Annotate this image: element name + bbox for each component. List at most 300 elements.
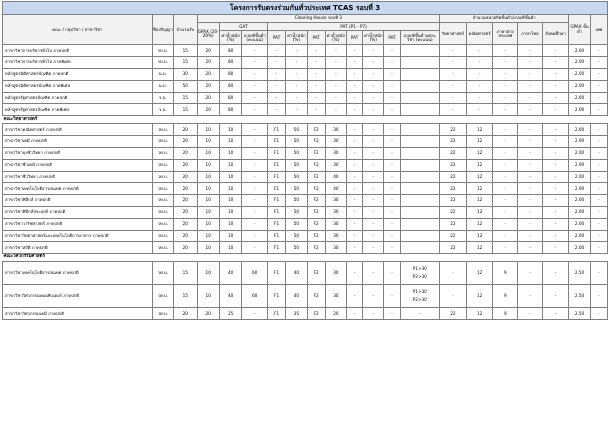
cell-gat-w: 10: [219, 242, 241, 254]
cell-pmin2: [400, 195, 440, 207]
cell-pmin: -: [347, 124, 363, 136]
cell-p1w: 35: [286, 308, 307, 320]
program-name-cell: สาขาวิชาการบริหารทั่วไป ภาคพิเศษ: [3, 57, 153, 69]
cell-pmin: -: [384, 285, 400, 308]
cell-gmin: 2.00: [569, 45, 590, 57]
pat4-header: PAT: [384, 31, 400, 45]
cell-note: -: [590, 171, 607, 183]
cell-seats: 15: [174, 45, 198, 57]
cell-for: -: [518, 80, 543, 92]
seats-header: จำนวนรับ: [174, 15, 198, 45]
cell-pmin: -: [384, 45, 400, 57]
cell-for: -: [518, 104, 543, 116]
cell-gpax: 10: [197, 285, 219, 308]
cell-soc: -: [542, 218, 569, 230]
cell-p2w: 30: [325, 147, 346, 159]
cell-sci: 22: [440, 206, 467, 218]
cell-soc: -: [542, 285, 569, 308]
cell-pmin: -: [347, 45, 363, 57]
cell-degree: วศ.บ.: [152, 285, 173, 308]
cell-soc: -: [542, 68, 569, 80]
cell-degree: วศ.บ.: [152, 262, 173, 285]
cell-pmin: -: [384, 147, 400, 159]
cell-math: -: [466, 80, 493, 92]
cell-note: -: [590, 195, 607, 207]
cell-gmin: 2.00: [569, 171, 590, 183]
cell-math: 12: [466, 242, 493, 254]
cell-degree: วท.บ.: [152, 136, 173, 148]
cell-p1: F1: [268, 242, 286, 254]
cell-pmin: -: [347, 57, 363, 69]
cell-degree: วท.บ.: [152, 159, 173, 171]
gat-min-header: เกณฑ์ขั้นต่ำ (คะแนน): [242, 31, 268, 45]
cell-soc: -: [542, 57, 569, 69]
cell-gpax: 10: [197, 183, 219, 195]
cell-p1: F1: [268, 124, 286, 136]
cell-p1: -: [268, 68, 286, 80]
cell-soc: -: [542, 206, 569, 218]
table-row[interactable]: [3, 124, 608, 136]
cell-note: -: [590, 136, 607, 148]
cell-pmin: -: [363, 104, 384, 116]
table-row[interactable]: [3, 285, 608, 308]
pat2-weight-header: ค่าน้ำหนัก (%): [325, 31, 346, 45]
cell-soc: -: [542, 308, 569, 320]
cell-sci: -: [440, 45, 467, 57]
cell-math: 12: [466, 206, 493, 218]
pat1-header: PAT: [268, 31, 286, 45]
cell-note: -: [590, 242, 607, 254]
cell-soc: -: [542, 230, 569, 242]
cell-math: 12: [466, 147, 493, 159]
cell-gpax: 10: [197, 218, 219, 230]
cell-thai: -: [493, 124, 518, 136]
cell-gat-min: -: [242, 124, 268, 136]
cell-soc: -: [542, 124, 569, 136]
cell-pmin: -: [363, 242, 384, 254]
sci-header: วิทยาศาสตร์: [440, 23, 467, 45]
cell-math: -: [466, 104, 493, 116]
program-name-cell: หลักสูตรรัฐศาสตรบัณฑิต ภาคปกติ: [3, 92, 153, 104]
cell-p2: F2: [307, 230, 325, 242]
cell-pmin: -: [347, 195, 363, 207]
cell-math: 12: [466, 308, 493, 320]
cell-pmin: -: [347, 183, 363, 195]
cell-p2w: 30: [325, 195, 346, 207]
cell-for: -: [518, 183, 543, 195]
cell-gpax: 10: [197, 124, 219, 136]
cell-pmin2: [400, 104, 440, 116]
cell-for: -: [518, 262, 543, 285]
cell-seats: 15: [174, 57, 198, 69]
cell-pmin2: [400, 242, 440, 254]
cell-gat-min: -: [242, 104, 268, 116]
cell-thai: -: [493, 242, 518, 254]
cell-p2: -: [307, 80, 325, 92]
cell-p2w: 30: [325, 230, 346, 242]
cell-pmin: -: [384, 218, 400, 230]
cell-note: -: [590, 218, 607, 230]
table-row[interactable]: [3, 45, 608, 57]
cell-for: -: [518, 68, 543, 80]
cell-note: -: [590, 92, 607, 104]
cell-gpax: 10: [197, 230, 219, 242]
cell-pmin: -: [363, 147, 384, 159]
cell-degree: วศ.บ.: [152, 308, 173, 320]
cell-sci: 22: [440, 242, 467, 254]
cell-math: -: [466, 57, 493, 69]
cell-seats: 20: [174, 159, 198, 171]
cell-gpax: 20: [197, 80, 219, 92]
table-row[interactable]: [3, 195, 608, 207]
cell-gmin: 2.00: [569, 159, 590, 171]
cell-note: -: [590, 308, 607, 320]
cell-sci: -: [440, 68, 467, 80]
cell-pmin: -: [347, 206, 363, 218]
cell-pmin2: [400, 147, 440, 159]
cell-gat-w: 80: [219, 92, 241, 104]
cell-gpax: 20: [197, 57, 219, 69]
table-row[interactable]: [3, 147, 608, 159]
cell-pmin2: [400, 262, 440, 285]
program-name-cell: สาขาวิชาวิศวกรรมเคมี ภาคปกติ: [3, 308, 153, 320]
cell-sci: -: [440, 80, 467, 92]
cell-math: 12: [466, 230, 493, 242]
cell-seats: 15: [174, 92, 198, 104]
cell-p2: F2: [307, 206, 325, 218]
cell-p1w: 50: [286, 230, 307, 242]
cell-pmin: -: [363, 80, 384, 92]
cell-thai: -: [493, 171, 518, 183]
cell-pmin: -: [384, 68, 400, 80]
cell-p1w: 50: [286, 124, 307, 136]
cell-p1: F1: [268, 308, 286, 320]
table-row[interactable]: [3, 136, 608, 148]
note-header: เพศ: [590, 15, 607, 45]
cell-seats: 15: [174, 104, 198, 116]
cell-sci: 22: [440, 136, 467, 148]
cell-seats: 20: [174, 230, 198, 242]
cell-math: 12: [466, 218, 493, 230]
table-body: [3, 45, 608, 320]
table-row[interactable]: [3, 308, 608, 320]
cell-math: 12: [466, 136, 493, 148]
cell-pmin: -: [347, 104, 363, 116]
cell-p1w: 50: [286, 218, 307, 230]
cell-gat-w: 10: [219, 136, 241, 148]
cell-p2w: -: [325, 92, 346, 104]
cell-degree: วท.บ.: [152, 124, 173, 136]
cell-seats: 20: [174, 242, 198, 254]
cell-p1w: 50: [286, 147, 307, 159]
cell-degree: วท.บ.: [152, 183, 173, 195]
cell-pmin: -: [384, 230, 400, 242]
cell-pmin: -: [347, 92, 363, 104]
cell-pmin: -: [347, 171, 363, 183]
cell-p2: F2: [307, 308, 325, 320]
cell-p1w: 50: [286, 206, 307, 218]
cell-soc: -: [542, 45, 569, 57]
cell-p1w: -: [286, 92, 307, 104]
cell-p1: F1: [268, 195, 286, 207]
cell-pmin: -: [363, 171, 384, 183]
cell-pmin: -: [363, 308, 384, 320]
math-header: คณิตศาสตร์: [466, 23, 493, 45]
table-row[interactable]: [3, 171, 608, 183]
table-row[interactable]: [3, 218, 608, 230]
cell-p1w: 50: [286, 195, 307, 207]
table-row[interactable]: [3, 80, 608, 92]
cell-pmin: -: [347, 242, 363, 254]
program-header: คณะ / กลุ่มวิชา / สาขาวิชา: [3, 15, 153, 45]
cell-gat-min: 60: [242, 285, 268, 308]
admission-table: [2, 1, 608, 320]
cell-gpax: 10: [197, 171, 219, 183]
cell-gmin: 2.00: [569, 92, 590, 104]
cell-p2w: -: [325, 104, 346, 116]
table-row[interactable]: [3, 68, 608, 80]
cell-p1w: 40: [286, 262, 307, 285]
cell-p1w: -: [286, 45, 307, 57]
cell-pmin2: [400, 68, 440, 80]
cell-degree: รป.บ.: [152, 57, 173, 69]
cell-p1w: 40: [286, 285, 307, 308]
pat-min-line: P2>30: [412, 274, 427, 280]
cell-p1: -: [268, 45, 286, 57]
cell-sci: 22: [440, 230, 467, 242]
cell-degree: วท.บ.: [152, 218, 173, 230]
table-row[interactable]: [3, 159, 608, 171]
cell-for: -: [518, 195, 543, 207]
cell-pmin: -: [384, 104, 400, 116]
cell-gat-min: -: [242, 136, 268, 148]
cell-seats: 20: [174, 206, 198, 218]
cell-pmin: -: [363, 218, 384, 230]
cell-gat-w: 80: [219, 104, 241, 116]
program-name-cell: สาขาวิชาวิทยาศาสตร์และเทคโนโลยีการอาหาร ภาคปกติ: [3, 230, 153, 242]
gat-header: GAT: [219, 23, 267, 31]
cell-gat-w: 10: [219, 218, 241, 230]
cell-pmin2: [400, 92, 440, 104]
thai-header: ภาษาไทย: [518, 23, 543, 45]
cell-p2: F2: [307, 183, 325, 195]
cell-gmin: 2.50: [569, 285, 590, 308]
cell-gpax: 10: [197, 159, 219, 171]
table-row[interactable]: [3, 242, 608, 254]
cell-sci: -: [440, 92, 467, 104]
cell-p1w: -: [286, 57, 307, 69]
cell-seats: 20: [174, 124, 198, 136]
cell-p2w: 40: [325, 183, 346, 195]
cell-gat-min: 60: [242, 262, 268, 285]
cell-degree: ร.บ.: [152, 92, 173, 104]
cell-gpax: 10: [197, 206, 219, 218]
cell-pmin: -: [384, 57, 400, 69]
cell-gat-w: 80: [219, 45, 241, 57]
cell-gat-w: 80: [219, 68, 241, 80]
cell-gpax: 10: [197, 147, 219, 159]
cell-gmin: 2.00: [569, 230, 590, 242]
cell-p1w: 50: [286, 136, 307, 148]
cell-degree: วท.บ.: [152, 230, 173, 242]
cell-math: 12: [466, 285, 493, 308]
cell-gpax: 10: [197, 136, 219, 148]
cell-degree: ร.บ.: [152, 104, 173, 116]
cell-sci: 22: [440, 171, 467, 183]
cell-sci: -: [440, 57, 467, 69]
cell-gat-w: 80: [219, 57, 241, 69]
cell-p1w: -: [286, 80, 307, 92]
cell-seats: 20: [174, 218, 198, 230]
table-row[interactable]: [3, 206, 608, 218]
cell-pmin: -: [363, 124, 384, 136]
program-name-cell: สาขาวิชาวาริชศาสตร์ ภาคปกติ: [3, 218, 153, 230]
program-name-cell: สาขาวิชาสถิติ ภาคปกติ: [3, 242, 153, 254]
cell-p2w: 30: [325, 206, 346, 218]
cell-soc: -: [542, 136, 569, 148]
cell-pmin: -: [363, 195, 384, 207]
cell-gat-min: -: [242, 80, 268, 92]
table-row[interactable]: [3, 262, 608, 285]
cell-pmin2: [400, 57, 440, 69]
cell-soc: -: [542, 195, 569, 207]
pat-min-line: P1>30: [412, 289, 427, 295]
cell-sci: 22: [440, 147, 467, 159]
cell-gat-w: 10: [219, 206, 241, 218]
cell-pmin2: [400, 206, 440, 218]
cell-gat-min: -: [242, 45, 268, 57]
gpax-pct-header: GPAX (20-20%): [197, 23, 219, 45]
cell-math: -: [466, 68, 493, 80]
cell-soc: -: [542, 242, 569, 254]
cell-gat-min: -: [242, 68, 268, 80]
cell-note: -: [590, 147, 607, 159]
cell-pmin: -: [363, 285, 384, 308]
cell-p2: F2: [307, 124, 325, 136]
cell-p2: F2: [307, 242, 325, 254]
cell-p1: F1: [268, 183, 286, 195]
cell-p2w: -: [325, 68, 346, 80]
cell-p2w: 30: [325, 242, 346, 254]
cell-p1w: -: [286, 68, 307, 80]
cell-pmin2: [400, 230, 440, 242]
program-name-cell: หลักสูตรนิติศาสตรบัณฑิต ภาคปกติ: [3, 68, 153, 80]
cell-gmin: 2.00: [569, 124, 590, 136]
cell-for: -: [518, 136, 543, 148]
cell-p1: F1: [268, 262, 286, 285]
cell-gpax: 20: [197, 104, 219, 116]
program-name-cell: สาขาวิชาจุลชีววิทยา ภาคปกติ: [3, 147, 153, 159]
table-row[interactable]: [3, 183, 608, 195]
cell-for: -: [518, 230, 543, 242]
cell-gat-w: 10: [219, 124, 241, 136]
cell-degree: วท.บ.: [152, 195, 173, 207]
cell-seats: 15: [174, 285, 198, 308]
cell-gmin: 2.00: [569, 206, 590, 218]
cell-pmin: -: [363, 45, 384, 57]
cell-p2: -: [307, 104, 325, 116]
cell-gmin: 2.50: [569, 308, 590, 320]
cell-math: 12: [466, 195, 493, 207]
cell-p2: -: [307, 57, 325, 69]
cell-gmin: 2.00: [569, 147, 590, 159]
cell-math: 12: [466, 124, 493, 136]
cell-note: -: [590, 57, 607, 69]
section-header-row: [3, 116, 608, 124]
cell-thai: -: [493, 159, 518, 171]
cell-gmin: 2.00: [569, 195, 590, 207]
cell-for: -: [518, 45, 543, 57]
cell-sci: 22: [440, 183, 467, 195]
program-name-cell: หลักสูตรรัฐศาสตรบัณฑิต ภาคพิเศษ: [3, 104, 153, 116]
cell-p1: -: [268, 57, 286, 69]
program-name-cell: สาขาวิชาฟิสิกส์ ภาคปกติ: [3, 195, 153, 207]
cell-thai: 9: [493, 285, 518, 308]
cell-sci: 22: [440, 124, 467, 136]
cell-for: -: [518, 308, 543, 320]
cell-gat-w: 25: [219, 308, 241, 320]
cell-p1w: 50: [286, 242, 307, 254]
cell-math: 12: [466, 159, 493, 171]
cell-seats: 15: [174, 262, 198, 285]
cell-for: -: [518, 242, 543, 254]
cell-p1: F1: [268, 159, 286, 171]
cell-degree: รป.บ.: [152, 45, 173, 57]
cell-gat-min: -: [242, 92, 268, 104]
cell-gat-w: 40: [219, 285, 241, 308]
cell-note: -: [590, 45, 607, 57]
cell-p2w: 30: [325, 159, 346, 171]
gpax-min-header: GPAX ขั้นต่ำ: [569, 15, 590, 45]
cell-sci: 22: [440, 195, 467, 207]
cell-gat-min: -: [242, 230, 268, 242]
cell-thai: -: [493, 45, 518, 57]
cell-gpax: 20: [197, 45, 219, 57]
pat2-header: PAT: [307, 31, 325, 45]
table-row[interactable]: [3, 57, 608, 69]
cell-pmin: -: [347, 230, 363, 242]
cell-gmin: 2.00: [569, 242, 590, 254]
section-header-row: [3, 254, 608, 262]
cell-p1: F1: [268, 285, 286, 308]
cell-p2: F2: [307, 262, 325, 285]
cell-seats: 20: [174, 195, 198, 207]
cell-p2: F2: [307, 195, 325, 207]
table-row[interactable]: [3, 92, 608, 104]
cell-gat-w: 10: [219, 230, 241, 242]
cell-p2w: 30: [325, 136, 346, 148]
cell-gat-w: 10: [219, 183, 241, 195]
cell-note: -: [590, 159, 607, 171]
table-row[interactable]: [3, 104, 608, 116]
cell-p2: -: [307, 45, 325, 57]
cell-p2: F2: [307, 218, 325, 230]
table-row[interactable]: [3, 230, 608, 242]
cell-degree: วท.บ.: [152, 242, 173, 254]
cell-for: -: [518, 218, 543, 230]
cell-p1: F1: [268, 171, 286, 183]
cell-gat-min: -: [242, 195, 268, 207]
cell-p2w: 20: [325, 308, 346, 320]
cell-p1: -: [268, 104, 286, 116]
cell-seats: 20: [174, 308, 198, 320]
cell-pmin: -: [363, 183, 384, 195]
cell-for: -: [518, 285, 543, 308]
degree-header: ชื่อปริญญา: [152, 15, 173, 45]
cell-p1w: 50: [286, 171, 307, 183]
cell-for: -: [518, 57, 543, 69]
cell-pmin: -: [363, 57, 384, 69]
